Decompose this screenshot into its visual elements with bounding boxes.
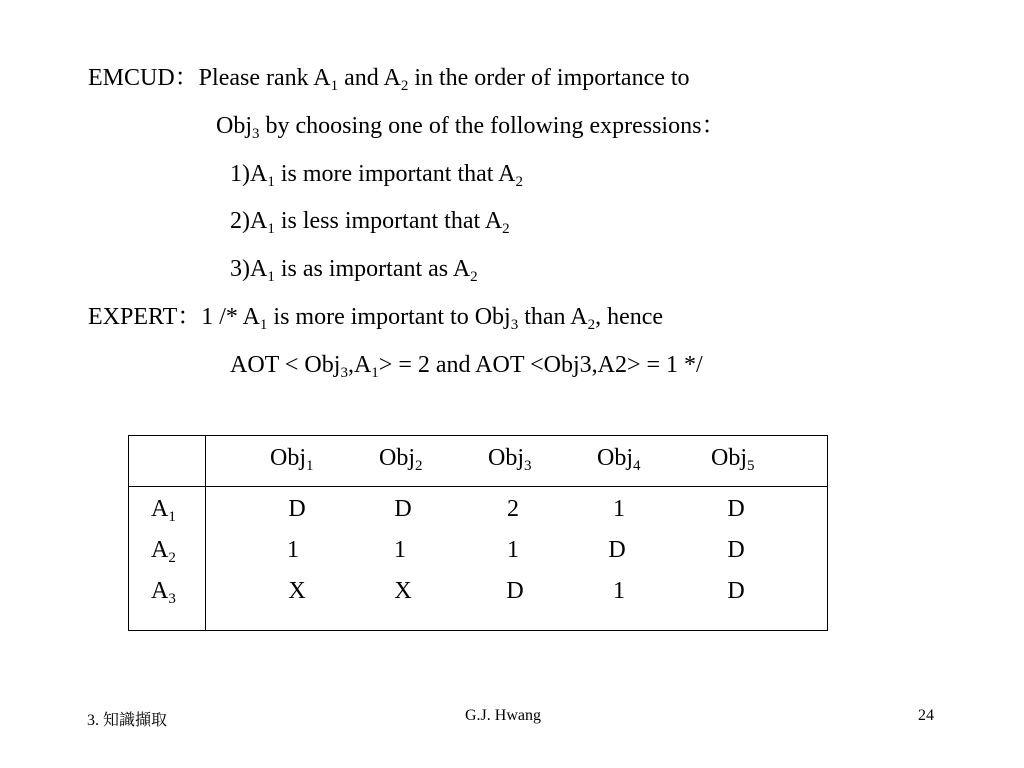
footer-page-number: 24 <box>918 707 934 724</box>
text: A <box>151 578 169 604</box>
subscript: 2 <box>470 269 478 285</box>
col-header-obj2 <box>379 445 423 472</box>
emcud-prompt-line-1 <box>88 64 690 92</box>
text: 3)A <box>230 256 268 282</box>
text: Obj <box>711 445 747 471</box>
row-label-a3 <box>151 578 176 605</box>
cell-a1-obj4: 1 <box>613 496 625 522</box>
option-2 <box>230 207 510 235</box>
subscript: 5 <box>747 458 755 474</box>
cell-a2-obj5: D <box>727 537 745 563</box>
speaker-expert: EXPERT <box>88 304 178 330</box>
footer-section-title: 3. 知識擷取 <box>87 712 168 729</box>
cell-a3-obj5: D <box>727 578 745 604</box>
subscript: 1 <box>306 458 314 474</box>
text: in the order of importance to <box>408 65 690 91</box>
text: 1)A <box>230 161 268 187</box>
text: A <box>151 496 169 522</box>
subscript: 2 <box>415 458 423 474</box>
option-1 <box>230 160 523 188</box>
subscript: 2 <box>168 550 176 566</box>
text: 2)A <box>230 208 268 234</box>
cell-a2-obj1: 1 <box>287 537 299 563</box>
cell-a1-obj3: 2 <box>507 496 519 522</box>
subscript: 3 <box>524 458 532 474</box>
colon: ： <box>177 304 202 330</box>
text: ,A <box>347 352 372 378</box>
text: than A <box>518 304 588 330</box>
text: Obj <box>597 445 633 471</box>
subscript: 3 <box>340 365 348 381</box>
col-header-obj5 <box>711 445 755 472</box>
expert-response-line-1 <box>88 303 663 331</box>
cell-a2-obj2: 1 <box>394 537 406 563</box>
text: Please rank A <box>198 65 331 91</box>
text: by choosing one of the following expressions <box>259 113 702 139</box>
cell-a1-obj5: D <box>727 496 745 522</box>
footer-author: G.J. Hwang <box>465 707 541 724</box>
emcud-prompt-line-2 <box>216 112 725 140</box>
option-3 <box>230 255 478 283</box>
subscript: 1 <box>267 269 275 285</box>
subscript: 2 <box>587 317 596 333</box>
text: is as important as A <box>274 256 471 282</box>
text: is less important that A <box>274 208 503 234</box>
subscript: 1 <box>371 365 379 381</box>
cell-a1-obj1: D <box>288 496 306 522</box>
subscript: 2 <box>515 174 523 190</box>
subscript: 4 <box>633 458 641 474</box>
colon: ： <box>174 65 199 91</box>
cell-a3-obj1: X <box>288 578 306 604</box>
text: AOT < Obj <box>230 352 341 378</box>
subscript: 1 <box>330 78 339 94</box>
cell-a2-obj3: 1 <box>507 537 519 563</box>
cell-a3-obj2: X <box>394 578 412 604</box>
col-header-obj3 <box>488 445 532 472</box>
text: Obj <box>488 445 524 471</box>
colon: ： <box>701 113 726 139</box>
row-label-a2 <box>151 537 176 564</box>
text: 1 /* A <box>201 304 260 330</box>
subscript: 1 <box>267 221 275 237</box>
corner-cell <box>129 436 206 487</box>
cell-a3-obj3: D <box>506 578 524 604</box>
text: is more important to Obj <box>267 304 511 330</box>
subscript: 3 <box>252 126 260 142</box>
text: Obj <box>270 445 306 471</box>
expert-response-line-2 <box>230 351 703 379</box>
row-label-a1 <box>151 496 176 523</box>
text: , hence <box>595 304 664 330</box>
subscript: 1 <box>259 317 268 333</box>
text: and A <box>338 65 401 91</box>
speaker-emcud: EMCUD <box>88 65 175 91</box>
col-header-obj1 <box>270 445 314 472</box>
cell-a1-obj2: D <box>394 496 412 522</box>
subscript: 2 <box>400 78 409 94</box>
subscript: 2 <box>502 221 510 237</box>
col-header-obj4 <box>597 445 641 472</box>
text: A <box>151 537 169 563</box>
text: Obj <box>216 113 252 139</box>
subscript: 3 <box>510 317 519 333</box>
subscript: 1 <box>168 509 176 525</box>
text: Obj <box>379 445 415 471</box>
cell-a3-obj4: 1 <box>613 578 625 604</box>
subscript: 1 <box>267 174 275 190</box>
text: > = 2 and AOT <Obj3,A2> = 1 */ <box>378 352 703 378</box>
subscript: 3 <box>168 591 176 607</box>
text: is more important that A <box>274 161 516 187</box>
cell-a2-obj4: D <box>608 537 626 563</box>
